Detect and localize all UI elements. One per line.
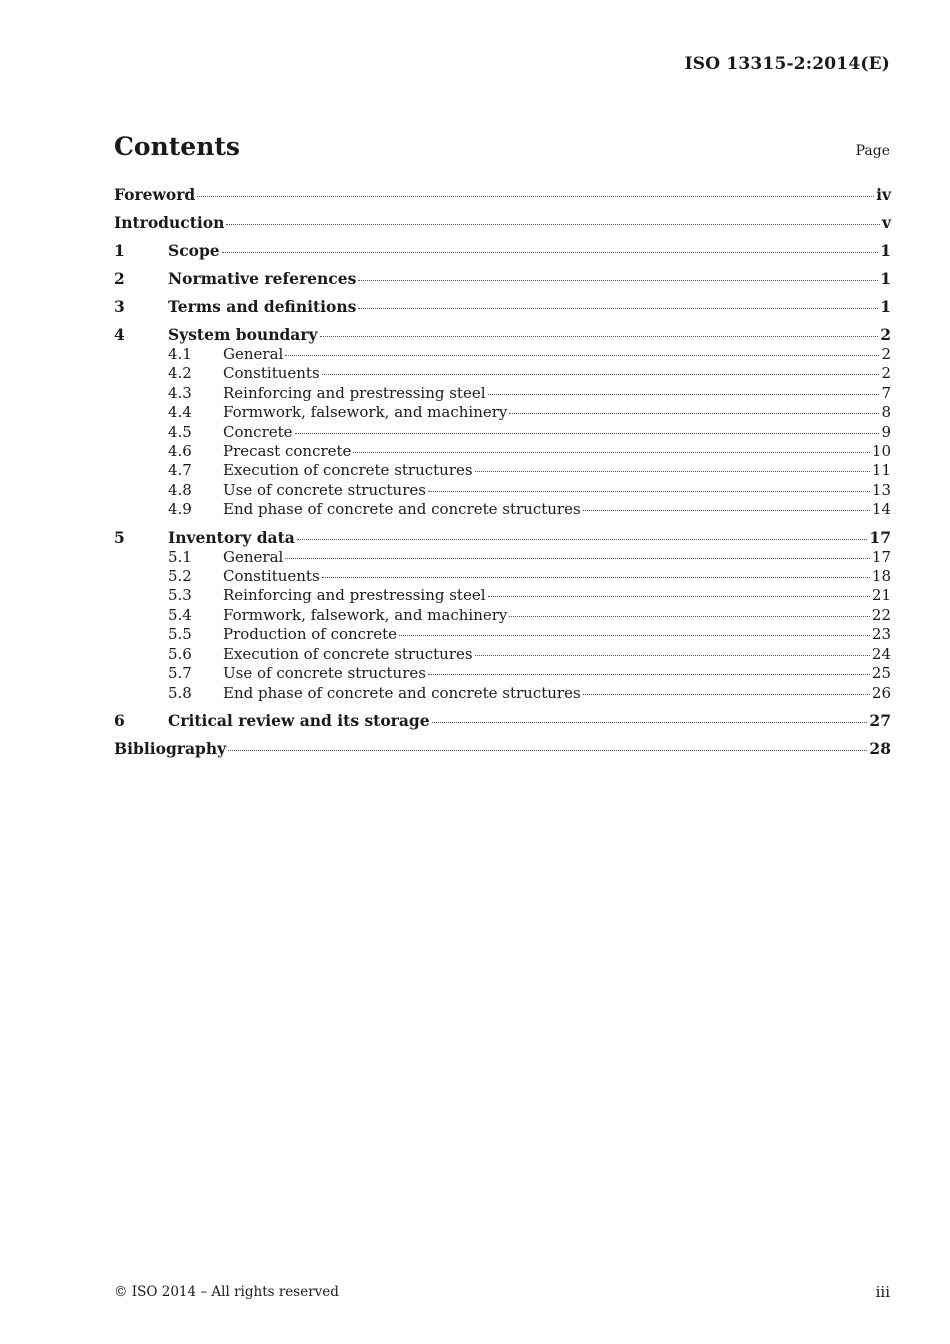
toc-entry-title: General <box>223 345 284 363</box>
dot-leader <box>358 280 878 281</box>
toc-entry-number: 2 <box>114 269 125 288</box>
toc-entry-page: 18 <box>871 567 891 586</box>
dot-leader <box>488 394 880 395</box>
toc-entry-number: 4.9 <box>168 500 192 519</box>
dot-leader <box>197 196 874 197</box>
dot-leader <box>399 635 870 636</box>
toc-entry-title: Formwork, falsework, and machinery <box>223 403 508 422</box>
toc-entry-page: 26 <box>871 683 891 702</box>
toc-entry[interactable] <box>114 739 891 759</box>
toc-entry-title: General <box>223 547 284 566</box>
toc-entry-page: 2 <box>881 345 891 363</box>
dot-leader <box>226 224 880 225</box>
dot-leader <box>222 252 879 253</box>
toc-entry-title: Use of concrete structures <box>223 664 426 683</box>
toc-entry-title: Production of concrete <box>223 625 398 644</box>
toc-entry-number: 4.8 <box>168 480 192 499</box>
toc-entry-title: Formwork, falsework, and machinery <box>223 605 508 624</box>
toc-entry[interactable] <box>114 606 891 625</box>
toc-entry[interactable] <box>114 500 891 519</box>
dot-leader <box>297 539 868 540</box>
toc-entry[interactable] <box>114 684 891 703</box>
contents-heading: Contents <box>114 132 241 161</box>
dot-leader <box>509 616 870 617</box>
toc-entry[interactable] <box>114 269 891 289</box>
toc-entry-title: Concrete <box>223 422 293 441</box>
dot-leader <box>353 452 869 453</box>
dot-leader <box>428 674 870 675</box>
dot-leader <box>322 577 870 578</box>
toc-entry-number: 1 <box>114 241 125 260</box>
toc-entry-title: Foreword <box>114 185 196 204</box>
page-number: iii <box>875 1283 890 1301</box>
dot-leader <box>295 433 880 434</box>
toc-entry-title: Scope <box>168 241 220 260</box>
dot-leader <box>488 596 870 597</box>
toc-entry[interactable] <box>114 423 891 442</box>
toc-entry[interactable] <box>114 567 891 586</box>
toc-entry-number: 4.3 <box>168 383 192 402</box>
toc-entry-title: Use of concrete structures <box>223 480 426 499</box>
toc-entry-page: v <box>881 213 891 232</box>
toc-entry[interactable] <box>114 325 891 345</box>
toc-entry-title: Normative references <box>168 269 357 288</box>
toc-entry[interactable] <box>114 548 891 567</box>
toc-entry-number: 5.1 <box>168 547 192 566</box>
toc-entry[interactable] <box>114 185 891 205</box>
dot-leader <box>428 491 870 492</box>
dot-leader <box>358 308 878 309</box>
toc-entry-number: 3 <box>114 297 125 316</box>
toc-entry[interactable] <box>114 384 891 403</box>
dot-leader <box>320 336 879 337</box>
toc-entry-page: 23 <box>871 625 891 644</box>
toc-entry-number: 5.2 <box>168 567 192 586</box>
dot-leader <box>322 374 880 375</box>
toc-entry-page: 14 <box>871 500 891 519</box>
toc-entry-title: System boundary <box>168 325 318 344</box>
toc-entry[interactable] <box>114 297 891 317</box>
toc-entry[interactable] <box>114 711 891 731</box>
toc-entry-title: Reinforcing and prestressing steel <box>223 586 486 605</box>
toc-entry-title: Bibliography <box>114 738 227 758</box>
toc-entry-page: 1 <box>880 297 891 316</box>
document-id: ISO 13315-2:2014(E) <box>684 54 890 74</box>
toc-entry[interactable] <box>114 625 891 644</box>
dot-leader <box>509 413 879 414</box>
table-of-contents <box>114 185 891 759</box>
dot-leader <box>583 694 870 695</box>
toc-entry-number: 6 <box>114 710 125 730</box>
toc-entry-title: Execution of concrete structures <box>223 461 473 480</box>
dot-leader <box>475 655 870 656</box>
toc-entry-page: 8 <box>881 403 891 422</box>
toc-entry-number: 4 <box>114 325 125 344</box>
toc-entry-title: Terms and definitions <box>168 297 357 316</box>
toc-entry-title: End phase of concrete and concrete structures <box>223 683 581 702</box>
toc-entry-page: 10 <box>871 442 891 461</box>
toc-entry-number: 4.5 <box>168 422 192 441</box>
toc-entry-page: 11 <box>871 461 891 480</box>
dot-leader <box>583 510 870 511</box>
toc-entry-title: Critical review and its storage <box>168 710 430 730</box>
toc-entry[interactable] <box>114 664 891 683</box>
toc-entry-page: 22 <box>871 605 891 624</box>
toc-entry-title: End phase of concrete and concrete structures <box>223 500 581 519</box>
toc-entry[interactable] <box>114 442 891 461</box>
dot-leader <box>285 558 870 559</box>
toc-entry[interactable] <box>114 364 891 383</box>
toc-entry[interactable] <box>114 645 891 664</box>
copyright-notice: © ISO 2014 – All rights reserved <box>114 1284 339 1300</box>
toc-entry-page: 1 <box>880 241 891 260</box>
toc-entry-page: 28 <box>869 738 891 758</box>
toc-entry-page: 24 <box>871 644 891 663</box>
toc-entry-title: Constituents <box>223 567 320 586</box>
toc-entry-number: 5.7 <box>168 664 192 683</box>
toc-entry-number: 5.5 <box>168 625 192 644</box>
toc-entry-page: 17 <box>869 527 891 547</box>
toc-entry[interactable] <box>114 213 891 233</box>
dot-leader <box>285 355 879 356</box>
toc-entry[interactable] <box>114 586 891 605</box>
toc-entry-page: 27 <box>869 710 891 730</box>
toc-entry-title: Inventory data <box>168 527 295 547</box>
toc-entry[interactable] <box>114 461 891 480</box>
toc-entry-page: 9 <box>881 422 891 441</box>
toc-entry-number: 4.4 <box>168 403 192 422</box>
toc-entry-title: Reinforcing and prestressing steel <box>223 383 486 402</box>
toc-entry-number: 5 <box>114 527 125 547</box>
toc-entry-page: 2 <box>880 325 891 344</box>
toc-entry[interactable] <box>114 345 891 364</box>
toc-entry-number: 5.4 <box>168 605 192 624</box>
toc-entry-page: 2 <box>881 364 891 383</box>
toc-entry[interactable] <box>114 241 891 261</box>
toc-entry-page: iv <box>876 185 891 204</box>
toc-entry-number: 5.6 <box>168 644 192 663</box>
toc-entry-number: 4.1 <box>168 345 192 363</box>
dot-leader <box>432 722 868 723</box>
toc-entry-page: 1 <box>880 269 891 288</box>
toc-entry-title: Constituents <box>223 364 320 383</box>
dot-leader <box>228 750 867 751</box>
toc-entry-number: 5.8 <box>168 683 192 702</box>
toc-entry-number: 5.3 <box>168 586 192 605</box>
toc-entry-number: 4.6 <box>168 442 192 461</box>
page-column-label: Page <box>855 143 890 159</box>
toc-entry-title: Precast concrete <box>223 442 352 461</box>
toc-entry-page: 17 <box>871 547 891 566</box>
toc-entry-number: 4.2 <box>168 364 192 383</box>
dot-leader <box>475 471 870 472</box>
toc-entry[interactable] <box>114 481 891 500</box>
toc-entry-title: Execution of concrete structures <box>223 644 473 663</box>
toc-entry-title: Introduction <box>114 213 225 232</box>
toc-entry-page: 21 <box>871 586 891 605</box>
toc-entry-page: 7 <box>881 383 891 402</box>
toc-entry-number: 4.7 <box>168 461 192 480</box>
toc-entry-page: 25 <box>871 664 891 683</box>
toc-entry[interactable] <box>114 403 891 422</box>
toc-entry[interactable] <box>114 528 891 548</box>
toc-entry-page: 13 <box>871 480 891 499</box>
